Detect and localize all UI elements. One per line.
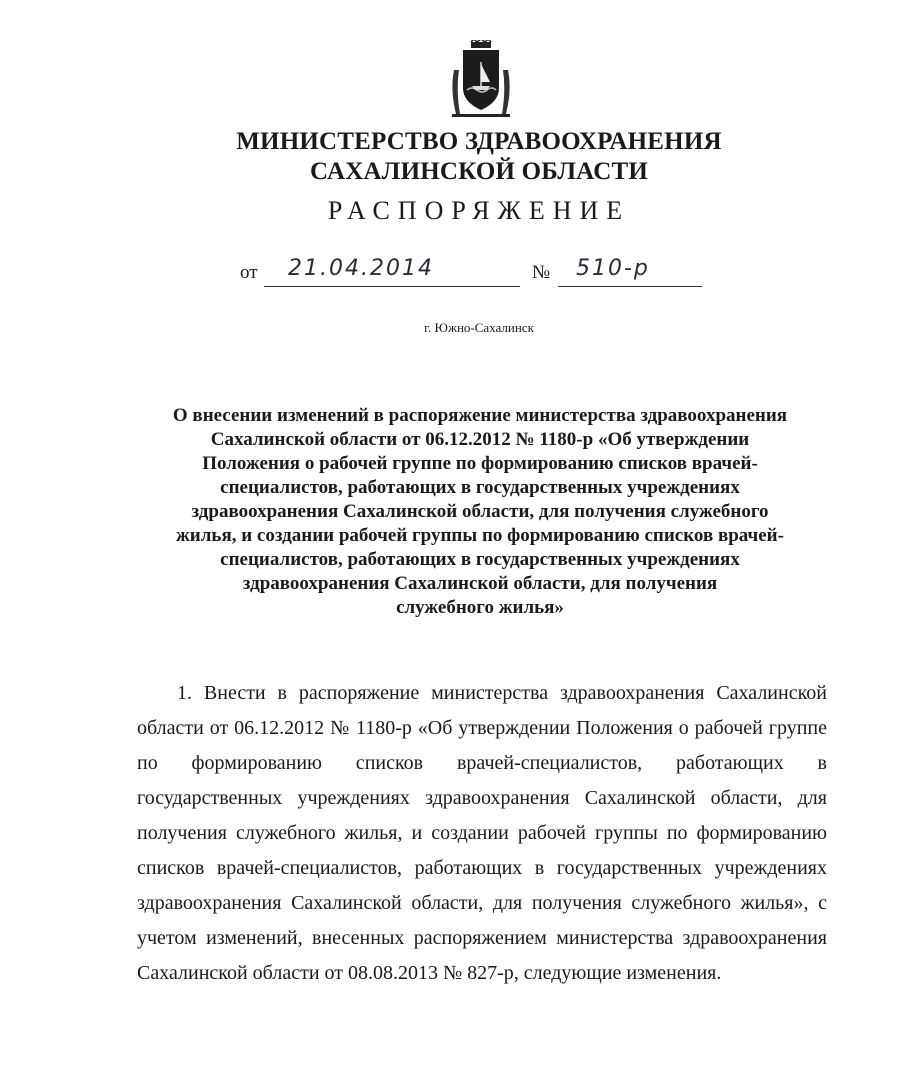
ministry-name-line1: МИНИСТЕРСТВО ЗДРАВООХРАНЕНИЯ [236,128,722,155]
document-type: РАСПОРЯЖЕНИЕ [327,196,631,225]
date-underline [264,286,520,287]
subject-line: специалистов, работающих в государственных учреждениях [220,477,740,498]
coat-of-arms-icon [446,40,516,120]
subject-line: служебного жилья» [396,597,564,618]
number-handwritten: 510-р [576,256,650,281]
subject-line: здравоохранения Сахалинской области, для получения служебного [191,501,769,522]
number-underline [558,286,702,287]
subject-line: Сахалинской области от 06.12.2012 № 1180-р «Об утверждении [210,429,750,450]
subject-line: здравоохранения Сахалинской области, для получения [242,573,718,594]
date-handwritten: 21.04.2014 [288,256,434,281]
ministry-name-line2: САХАЛИНСКОЙ ОБЛАСТИ [310,158,648,185]
subject-line: жилья, и создании рабочей группы по формированию списков врачей- [176,525,784,546]
subject-line: О внесении изменений в распоряжение министерства здравоохранения [172,405,788,426]
city-name: г. Южно-Сахалинск [424,320,534,335]
subject-line: специалистов, работающих в государственных учреждениях [220,549,740,570]
body-paragraph-1: 1. Внести в распоряжение министерства здравоохранения Сахалинской области от 06.12.2012 № 1180-р «Об утверждении Положения о рабочей группе по формированию списков врачей-специалистов, работающих в государственных учреждениях здравоохранения Сахалинской области, для получения служебного жилья, и создании рабочей группы по формированию списков врачей-специалистов, работающих в государственных учреждениях здравоохранения Сахалинской области, для получения служебного жилья», с учетом изменений, внесенных распоряжением министерства здравоохранения Сахалинской области от 08.08.2013 № 827-р, следующие изменения. [137,682,827,984]
number-label: № [532,262,551,283]
document-subject [120,404,840,620]
date-label: от [240,262,258,283]
subject-line: Положения о рабочей группе по формированию списков врачей- [202,453,758,474]
